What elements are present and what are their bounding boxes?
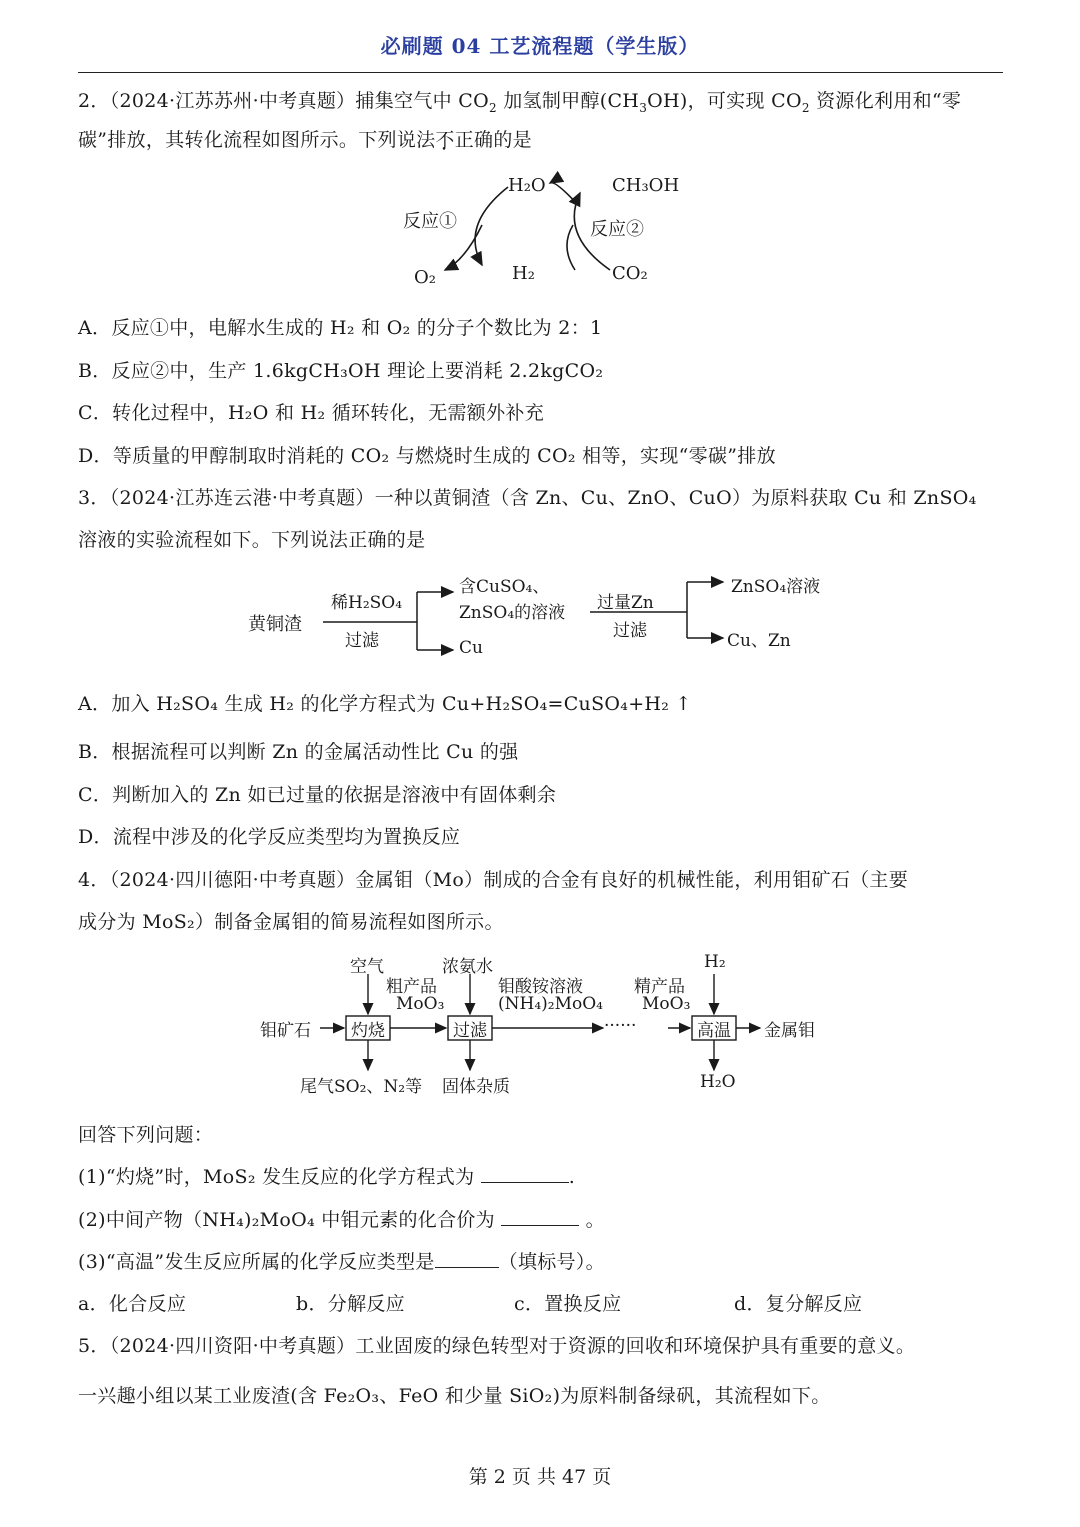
label-fine-moo3: MoO₃ <box>642 994 691 1014</box>
label-h2-in: H₂ <box>704 952 726 972</box>
label-cu: Cu <box>459 638 483 658</box>
label-mid1: 含CuSO₄、 <box>459 577 550 597</box>
q4-choice-d: d．复分解反应 <box>734 1293 863 1315</box>
label-ellipsis: ······ <box>604 1016 637 1036</box>
q2-option-b: B．反应②中，生产 1.6kgCH₃OH 理论上要消耗 2.2kgCO₂ <box>78 360 604 382</box>
label-box-filter: 过滤 <box>453 1021 487 1041</box>
header-divider <box>78 72 1003 73</box>
q2-option-a: A．反应①中，电解水生成的 H₂ 和 O₂ 的分子个数比为 2：1 <box>78 317 603 339</box>
q5-stem-line1: 5．（2024·四川资阳·中考真题）工业固废的绿色转型对于资源的回收和环境保护具有重要的意义。 <box>78 1335 916 1357</box>
q4-flow-diagram <box>258 950 838 1100</box>
label-co2: CO₂ <box>612 263 648 284</box>
page-footer: 第 2 页 共 47 页 <box>468 1466 612 1488</box>
q2-option-c: C．转化过程中，H₂O 和 H₂ 循环转化，无需额外补充 <box>78 402 545 424</box>
label-h2: H₂ <box>512 263 535 284</box>
q2-cycle-diagram <box>390 165 710 295</box>
label-reaction1: 反应① <box>403 211 457 232</box>
answer-blank-3[interactable] <box>435 1266 499 1268</box>
left-arc <box>475 187 508 265</box>
q2-option-d: D．等质量的甲醇制取时消耗的 CO₂ 与燃烧时生成的 CO₂ 相等，实现“零碳”排放 <box>78 445 776 467</box>
h2-connector <box>567 225 575 270</box>
q4-stem-line2: 成分为 MoS₂）制备金属钼的简易流程如图所示。 <box>78 911 504 933</box>
label-molybdenum-ore: 钼矿石 <box>260 1021 311 1041</box>
q4-choice-b: b．分解反应 <box>296 1293 405 1315</box>
answer-blank-2[interactable] <box>501 1224 579 1226</box>
label-h2o-out: H₂O <box>700 1072 736 1092</box>
label-fine-product: 精产品 <box>634 977 685 997</box>
q4-sub1: (1)“灼烧”时，MoS₂ 发生反应的化学方程式为 . <box>78 1166 576 1188</box>
emphasis-dot-text: 不 <box>435 129 455 151</box>
label-brass-slag: 黄铜渣 <box>248 614 302 635</box>
label-box-roasting: 灼烧 <box>351 1021 385 1041</box>
q4-choice-c: c．置换反应 <box>514 1293 622 1315</box>
label-metal-mo: 金属钼 <box>764 1021 815 1041</box>
label-crude-moo3: MoO₃ <box>396 994 445 1014</box>
label-cu-zn: Cu、Zn <box>727 631 791 651</box>
label-reaction2: 反应② <box>590 219 644 240</box>
q2-stem-line2: 碳”排放，其转化流程如图所示。下列说法不正确的是 <box>78 129 532 151</box>
label-znso4-solution: ZnSO₄溶液 <box>731 577 821 597</box>
q4-sub3: (3)“高温”发生反应所属的化学反应类型是 （填标号）。 <box>78 1251 605 1273</box>
label-ammonia: 浓氨水 <box>442 957 493 977</box>
label-o2: O₂ <box>414 267 436 288</box>
q3-option-b: B．根据流程可以判断 Zn 的金属活动性比 Cu 的强 <box>78 741 519 763</box>
label-box-high-temp: 高温 <box>697 1021 731 1041</box>
label-crude-product: 粗产品 <box>386 977 437 997</box>
q5-stem-line2: 一兴趣小组以某工业废渣(含 Fe₂O₃、FeO 和少量 SiO₂)为原料制备绿矾，其流程如下。 <box>78 1385 831 1407</box>
q3-flow-diagram <box>245 568 845 668</box>
q3-stem-line2: 溶液的实验流程如下。下列说法正确的是 <box>78 529 426 551</box>
q3-option-c: C．判断加入的 Zn 如已过量的依据是溶液中有固体剩余 <box>78 784 557 806</box>
label-dilute-h2so4: 稀H₂SO₄ <box>331 593 403 613</box>
right-arc-top <box>550 183 578 205</box>
q4-stem-line1: 4．（2024·四川德阳·中考真题）金属钼（Mo）制成的合金有良好的机械性能，利用钼矿石（主要 <box>78 869 909 891</box>
q2-stem-line1: 2．（2024·江苏苏州·中考真题）捕集空气中 $CO_2$ 加氢制甲醇$(CH_3OH)$，可实现 $CO_2$ 资源化利用和“零 <box>78 90 962 115</box>
label-solid-impurity: 固体杂质 <box>442 1077 510 1097</box>
label-air: 空气 <box>350 957 384 977</box>
answer-blank-1[interactable] <box>481 1181 569 1183</box>
q4-answer-prompt: 回答下列问题： <box>78 1124 214 1146</box>
label-ch3oh: CH₃OH <box>612 175 680 196</box>
label-ammonium-molybdate: 钼酸铵溶液 <box>498 977 583 997</box>
q4-choice-a: a．化合反应 <box>78 1293 187 1315</box>
label-tail-gas: 尾气SO₂、N₂等 <box>300 1077 423 1097</box>
q4-sub2: (2)中间产物（NH₄)₂MoO₄ 中钼元素的化合价为 。 <box>78 1209 605 1231</box>
label-h2o: H₂O <box>508 175 546 196</box>
q3-stem-line1: 3．（2024·江苏连云港·中考真题）一种以黄铜渣（含 Zn、Cu、ZnO、CuO）为原料获取 Cu 和 ZnSO₄ <box>78 487 977 509</box>
page-title: 必刷题 04 工艺流程题（学生版） <box>380 34 700 58</box>
label-excess-zn: 过量Zn <box>597 593 654 613</box>
label-filter2: 过滤 <box>613 621 647 641</box>
label-nh4-2moo4: (NH₄)₂MoO₄ <box>498 994 603 1014</box>
q3-option-d: D．流程中涉及的化学反应类型均为置换反应 <box>78 826 461 848</box>
label-filter1: 过滤 <box>345 631 379 651</box>
label-mid2: ZnSO₄的溶液 <box>459 603 566 623</box>
q3-option-a: A．加入 H₂SO₄ 生成 H₂ 的化学方程式为 Cu+H₂SO₄=CuSO₄+H₂ ↑ <box>78 693 692 715</box>
